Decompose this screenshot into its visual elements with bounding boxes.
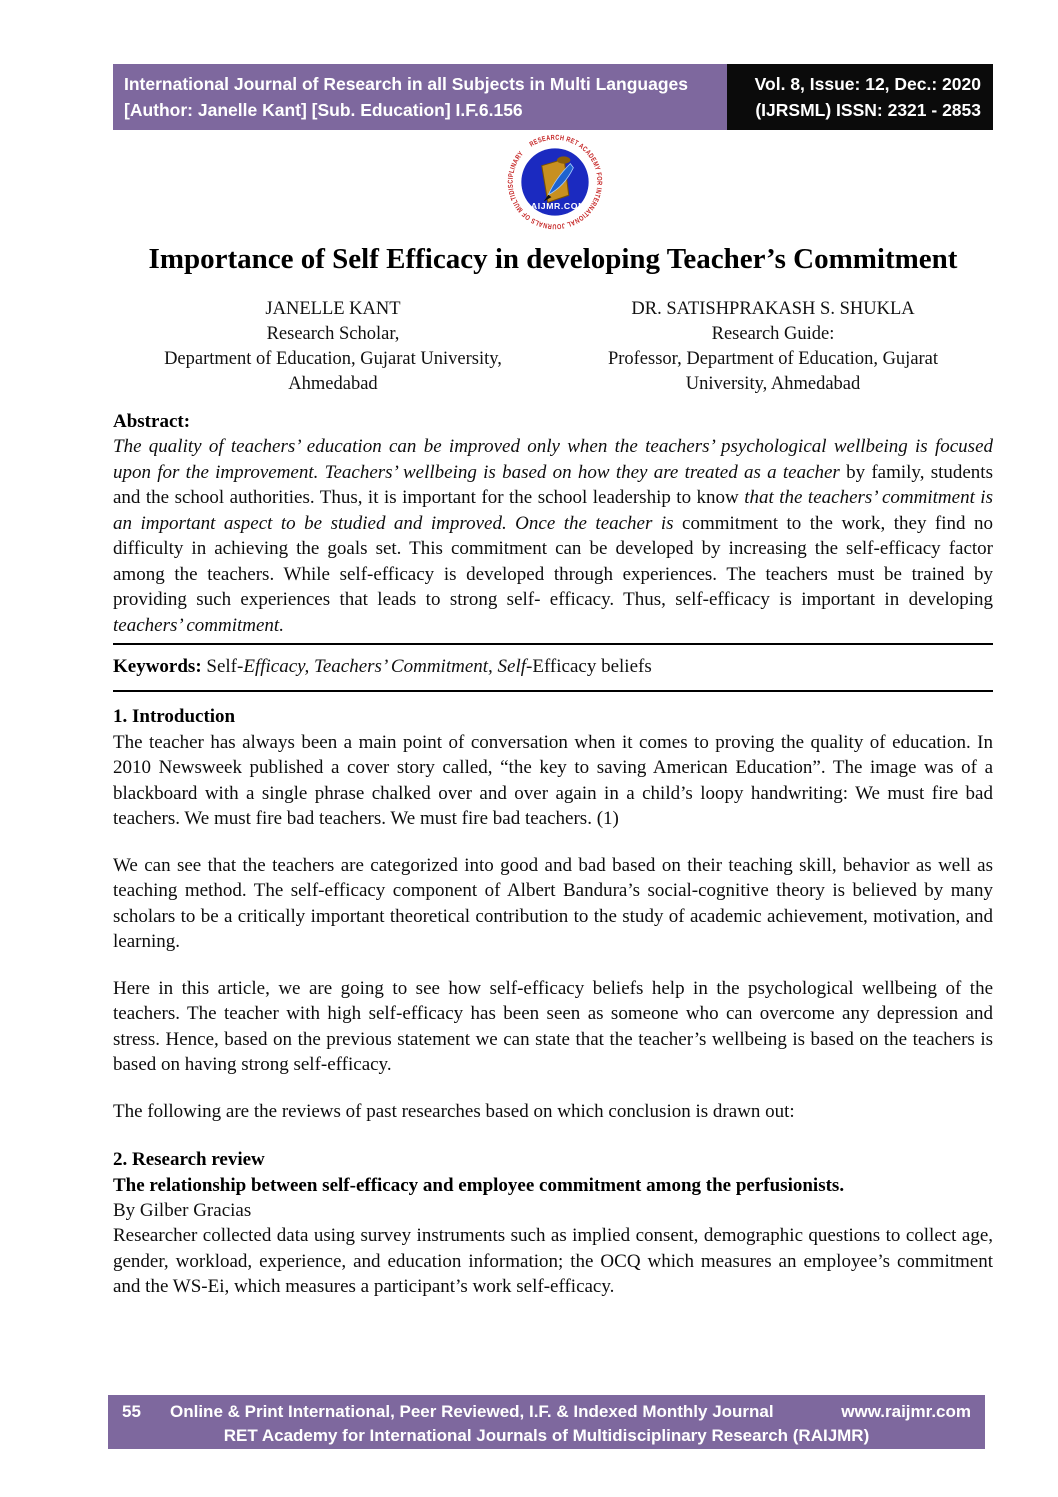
footer-academy-line: RET Academy for International Journals of Multidisciplinary Research (RAIJMR) — [223, 1426, 870, 1445]
article-title: Importance of Self Efficacy in developing Teacher’s Commitment — [148, 243, 958, 275]
abstract-label: Abstract: — [113, 411, 191, 432]
article-content — [113, 241, 993, 1300]
research-review-section — [113, 1147, 993, 1300]
keywords-block — [113, 643, 993, 692]
footer-line1 — [108, 1399, 985, 1424]
author-city: Ahmedabad — [288, 374, 378, 394]
introduction-section — [113, 704, 993, 1124]
logo-ring-text: RESEARCH RET ACADEMY FOR INTERNATIONAL JOURNALS OF MULTIDISCIPLINARY — [506, 133, 604, 231]
abstract-text: The quality of teachers’ education can be improved only when the teachers’ psychological wellbeing is focused upon for the improvement. Teachers’ wellbeing is based on how they are treated as a teacher by family, students and the school authorities. Thus, it is important for the school leadership to know that the teachers’ commitment is an important aspect to be studied and improved. Once the teacher is commitment to the work, they find no difficulty in achieving the goals set. This commitment can be developed by increasing the self-efficacy factor among the teachers. While self-efficacy is developed through experiences. The teachers must be trained by providing such experiences that leads to strong self- efficacy. Thus, self-efficacy is important in developing teachers’ commitment. — [113, 436, 993, 636]
introduction-paragraph: Here in this article, we are going to see how self-efficacy beliefs help in the psychological wellbeing of the teachers. The teacher with high self-efficacy has been seen as someone who can overcome any depression and stress. Hence, based on the previous statement we can state that the teacher’s wellbeing is based on the teachers is based on having strong self-efficacy. — [113, 977, 993, 1075]
logo-site-text: RAIJMR.COM — [524, 201, 586, 212]
author-left — [113, 297, 553, 397]
abstract-section — [113, 409, 993, 638]
issn-line: (IJRSML) ISSN: 2321 - 2853 — [755, 100, 981, 120]
journal-author-line: [Author: Janelle Kant] [Sub. Education] I.F.6.156 — [124, 100, 523, 120]
study-title: The relationship between self-efficacy and employee commitment among the perfusionists. — [113, 1174, 845, 1196]
introduction-paragraph: The teacher has always been a main point of conversation when it comes to proving the quality of education. In 2010 Newsweek published a cover story called, “the key to saving American Education”. The image was of a blackboard with a single phrase chalked over and over again in a child’s loopy handwriting: We must fire bad teachers. We must fire bad teachers. We must fire bad teachers. (1) — [113, 731, 993, 829]
author-name: DR. SATISHPRAKASH S. SHUKLA — [631, 299, 915, 319]
author-affiliation: Professor, Department of Education, Gujarat — [607, 349, 939, 369]
volume-issue-line: Vol. 8, Issue: 12, Dec.: 2020 — [754, 74, 981, 94]
introduction-paragraph: We can see that the teachers are categorized into good and bad based on their teaching skill, behavior as well as teaching method. The self-efficacy component of Albert Bandura’s social-cognitive theory is believed by many scholars to be a critically important theoretical contribution to the study of academic achievement, motivation, and learning. — [113, 854, 993, 952]
journal-header-left — [113, 64, 727, 130]
journal-header — [113, 64, 993, 130]
author-role: Research Guide: — [711, 324, 835, 344]
logo-scroll-curl — [557, 156, 570, 163]
author-role: Research Scholar, — [266, 324, 400, 344]
journal-footer — [108, 1395, 985, 1449]
keywords-list: Self-Efficacy, Teachers’ Commitment, Self-Efficacy beliefs — [201, 656, 652, 677]
raijmr-logo-icon — [502, 131, 608, 233]
research-review-heading: 2. Research review — [113, 1149, 265, 1170]
footer-journal-info: Online & Print International, Peer Reviewed, I.F. & Indexed Monthly Journal — [170, 1402, 774, 1421]
page-number: 55 — [122, 1402, 141, 1421]
introduction-paragraph: The following are the reviews of past researches based on which conclusion is drawn out: — [113, 1100, 795, 1122]
journal-name: International Journal of Research in all Subjects in Multi Languages — [124, 74, 688, 94]
raijmr-logo — [502, 131, 608, 233]
author-city: University, Ahmedabad — [685, 374, 861, 394]
author-right — [553, 297, 993, 397]
introduction-heading: 1. Introduction — [113, 706, 236, 727]
study-byline: By Gilber Gracias — [113, 1199, 252, 1221]
journal-header-issue-box — [727, 64, 993, 130]
author-affiliation: Department of Education, Gujarat University, — [164, 349, 502, 369]
research-review-paragraph: Researcher collected data using survey instruments such as implied consent, demographic questions to collect age, gender, workload, experience, and education information; the OCQ which measures an employee’s commitment and the WS-Ei, which measures a participant’s work self-efficacy. — [113, 1225, 993, 1297]
author-name: JANELLE KANT — [265, 299, 401, 319]
footer-website-link[interactable]: www.raijmr.com — [841, 1402, 971, 1421]
keywords-label: Keywords: — [113, 656, 202, 677]
authors-block — [113, 297, 993, 397]
